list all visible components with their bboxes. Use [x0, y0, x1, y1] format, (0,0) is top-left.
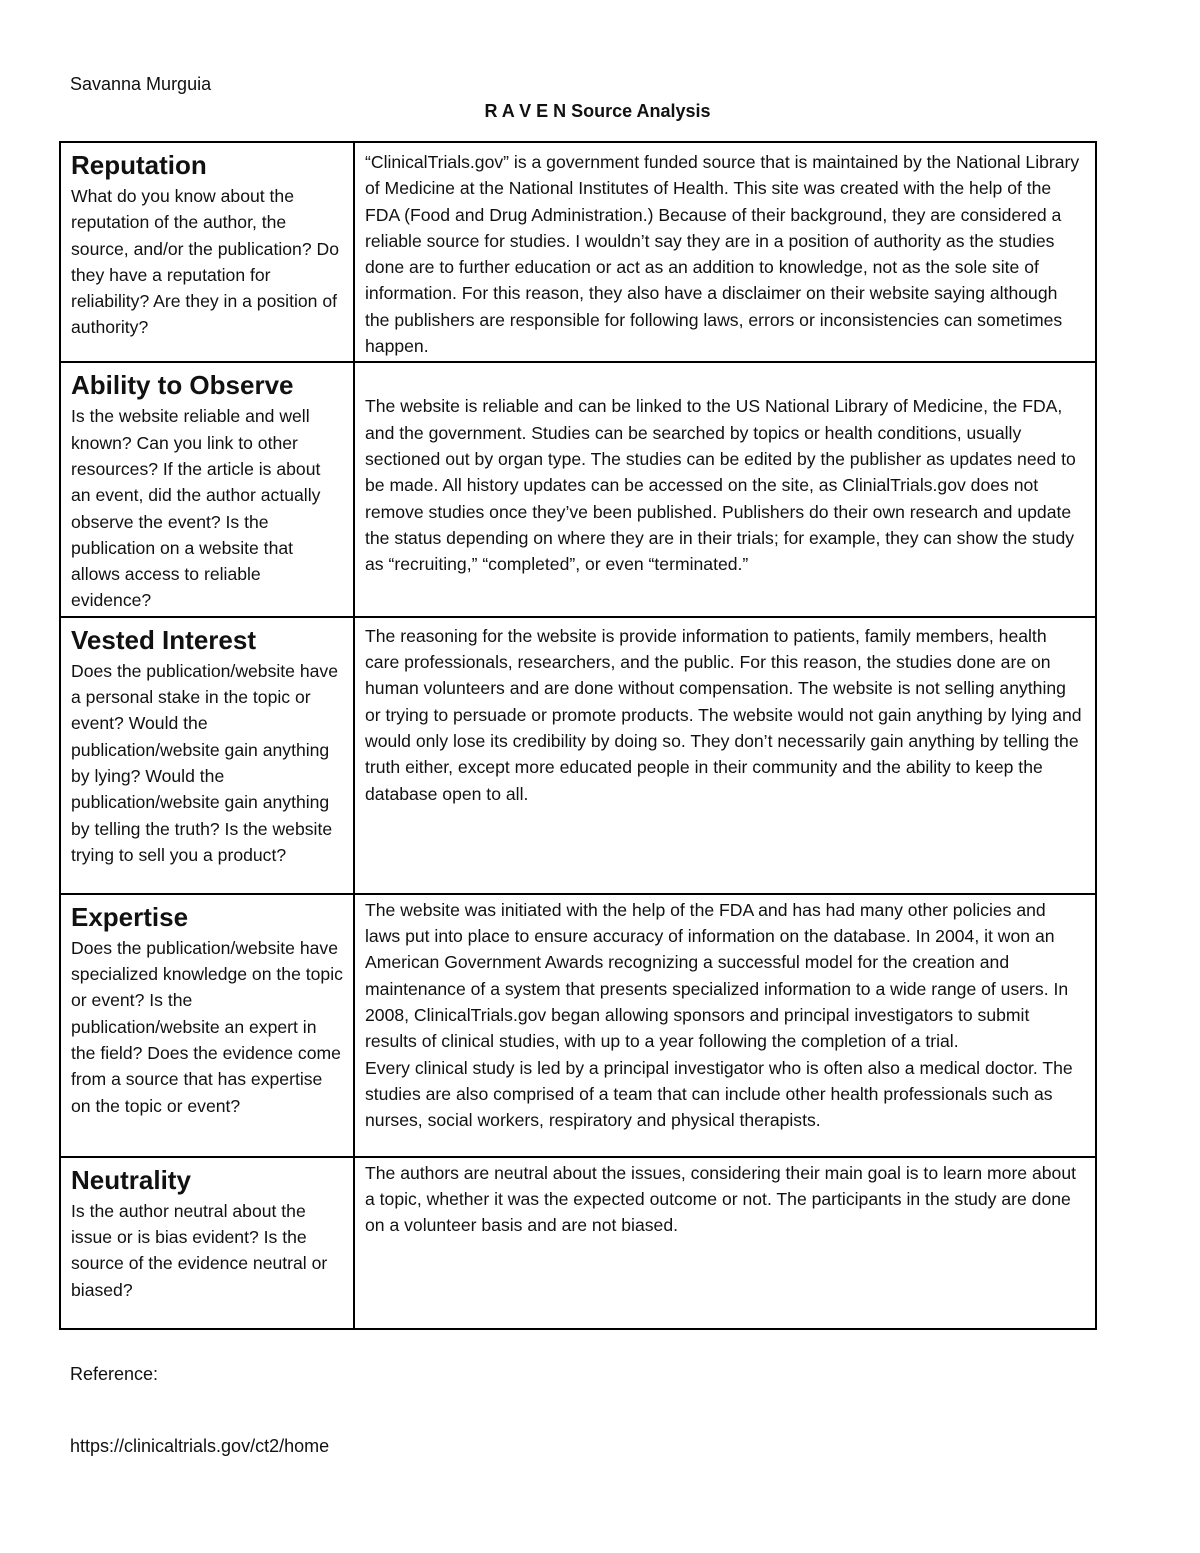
response-cell — [354, 894, 1096, 1157]
response-cell — [354, 142, 1096, 362]
criterion-question: Is the author neutral about the issue or is bias evident? Is the source of the evidence neutral or biased? — [71, 1200, 328, 1300]
criterion-title: Neutrality — [71, 1164, 191, 1195]
table-row-reputation — [60, 142, 1096, 362]
document-title: R A V E N Source Analysis — [484, 101, 711, 121]
response-text: “ClinicalTrials.gov” is a government funded source that is maintained by the National Library of Medicine at the National Institutes of Health. This site was created with the help of the FDA (Food and Drug Administration.) Because of their background, they are considered a reliable source for studies. I wouldn’t say they are in a position of authority as the studies done are to further education or act as an addition to knowledge, not as the sole site of information. For this reason, they also have a disclaimer on their website saying although the publishers are responsible for following laws, errors or inconsistencies can sometimes happen. — [365, 152, 1080, 357]
criterion-title: Reputation — [71, 150, 207, 180]
response-cell — [354, 617, 1096, 894]
criterion-cell — [60, 617, 354, 894]
table-row-expertise — [60, 894, 1096, 1157]
table-row-vested-interest — [60, 617, 1096, 894]
response-text-continued: Every clinical study is led by a principal investigator who is often also a medical doctor. The studies are also comprised of a team that can include other health professionals such as nurses, social workers, respiratory and physical therapists. — [365, 1057, 1073, 1131]
criterion-cell — [60, 362, 354, 616]
response-cell — [354, 1157, 1096, 1329]
table-row-neutrality — [60, 1157, 1096, 1329]
table-row-ability-to-observe — [60, 362, 1096, 616]
criterion-cell — [60, 142, 354, 362]
criterion-cell — [60, 1157, 354, 1329]
response-text: The website was initiated with the help of the FDA and has had many other policies and laws put into place to ensure accuracy of information on the database. In 2004, it won an American Government Awards recognizing a successful model for the creation and maintenance of a system that presents specialized information to a wide range of users. In 2008, ClinicalTrials.gov began allowing sponsors and principal investigators to submit results of clinical studies, with up to a year following the completion of a trial. — [365, 899, 1069, 1052]
criterion-title: Ability to Observe — [71, 370, 294, 401]
raven-analysis-table — [59, 141, 1097, 1330]
response-text: The website is reliable and can be linked to the US National Library of Medicine, the FDA, and the government. Studies can be searched by topics or health conditions, usually sectioned out by organ type. The studies can be edited by the publisher as updates need to be made. All history updates can be accessed on the site, as ClinialTrials.gov does not remove studies once they’ve been published. Publishers do their own research and update the status depending on where they are in their trials; for example, they can show the study as “recruiting,” “completed”, or even “terminated.” — [365, 396, 1076, 575]
reference-link[interactable]: https://clinicaltrials.gov/ct2/home — [70, 1436, 330, 1456]
criterion-title: Vested Interest — [71, 624, 256, 655]
reference-label: Reference: — [70, 1364, 159, 1384]
author-name: Savanna Murguia — [70, 74, 212, 94]
criterion-title: Expertise — [71, 901, 189, 932]
criterion-cell — [60, 894, 354, 1157]
response-text: The authors are neutral about the issues, considering their main goal is to learn more about a topic, whether it was the expected outcome or not. The participants in the study are done on a volunteer basis and are not biased. — [365, 1162, 1077, 1236]
criterion-question: Does the publication/website have specialized knowledge on the topic or event? Is the publication/website an expert in the field? Does the evidence come from a source that has expertise on the topic or event? — [71, 937, 343, 1116]
response-cell — [354, 362, 1096, 616]
criterion-question: Does the publication/website have a personal stake in the topic or event? Would the publication/website gain anything by lying? Would the publication/website gain anything by telling the truth? Is the website trying to sell you a product? — [71, 660, 339, 865]
criterion-question: Is the website reliable and well known? Can you link to other resources? If the article is about an event, did the author actually observe the event? Is the publication on a website that allows access to reliable evidence? — [71, 406, 321, 611]
criterion-question: What do you know about the reputation of the author, the source, and/or the publication? Do they have a reputation for reliability? Are they in a position of authority? — [71, 186, 339, 338]
response-text: The reasoning for the website is provide information to patients, family members, health care professionals, researchers, and the public. For this reason, the studies done are on human volunteers and are done without compensation. The website is not selling anything or trying to persuade or promote products. The website would not gain anything by lying and would only lose its credibility by doing so. They don’t necessarily gain anything by telling the truth either, except more educated people in their community and the ability to keep the database open to all. — [365, 625, 1082, 804]
